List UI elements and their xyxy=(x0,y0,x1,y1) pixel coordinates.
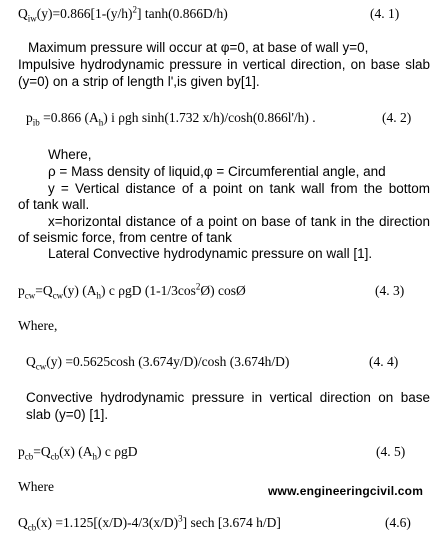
equation-4-1: $Q_{iw}(y)=0.866[1-(y/h)^2]$ tanh(0.866D/h) xyxy=(18,4,228,24)
watermark-url: www.engineeringcivil.com xyxy=(268,484,424,498)
equation-number-4-3: (4. 3) xyxy=(375,283,405,298)
equation-number-4-2: (4. 2) xyxy=(382,110,412,125)
para2-line1: Convective hydrodynamic pressure in vertical direction on base xyxy=(26,390,430,405)
x-definition-line1: x=horizontal distance of a point on base of tank in the direction xyxy=(48,214,430,229)
y-definition-line2: of tank wall. xyxy=(18,197,90,212)
equation-number-4-6: (4.6) xyxy=(385,515,411,530)
y-definition-line1: y = Vertical distance of a point on tank wall from the bottom xyxy=(48,181,430,196)
lateral-convective-line: Lateral Convective hydrodynamic pressure on wall [1]. xyxy=(48,246,373,261)
rho-definition: ρ = Mass density of liquid,φ = Circumferential angle, and xyxy=(48,164,386,179)
equation-4-2: $p_{ib} =0.866$ $(A_h)$ i ρgh sinh(1.732 x/h)/cosh(0.866l'/h) . xyxy=(26,110,316,128)
para2-line2: slab (y=0) [1]. xyxy=(26,407,109,422)
equation-number-4-5: (4. 5) xyxy=(376,444,406,459)
equation-number-4-4: (4. 4) xyxy=(369,354,399,369)
where-label-2: Where, xyxy=(18,318,58,333)
para1-line1: Maximum pressure will occur at φ=0, at base of wall y=0, xyxy=(28,40,369,55)
equation-number-4-1: (4. 1) xyxy=(370,6,400,21)
para1-line2: Impulsive hydrodynamic pressure in vertical direction, on base slab xyxy=(18,57,430,72)
equation-4-6: $Q_{cb}(x) =1.125[(x/D)-4/3(x/D)^3]$ sech [3.674 h/D] xyxy=(18,513,281,533)
where-label-3: Where xyxy=(18,479,54,494)
para1-line3: (y=0) on a strip of length l',is given by[1]. xyxy=(18,74,260,89)
equation-4-5: $p_{cb}=Q_{cb}(x)$ $(A_h)$ c ρgD xyxy=(18,444,138,462)
where-label-1: Where, xyxy=(48,147,92,162)
equation-4-4: $Q_{cw}(y) =0.5625\cosh$ (3.674y/D)/cosh (3.674h/D) xyxy=(26,354,290,372)
x-definition-line2: of seismic force, from centre of tank xyxy=(18,230,232,245)
equation-4-3: $p_{cw}=Q_{cw}(y)$ $(A_h)$ c ρgD $(1-1/3\cos^2Ø)$ cosØ xyxy=(18,281,246,301)
